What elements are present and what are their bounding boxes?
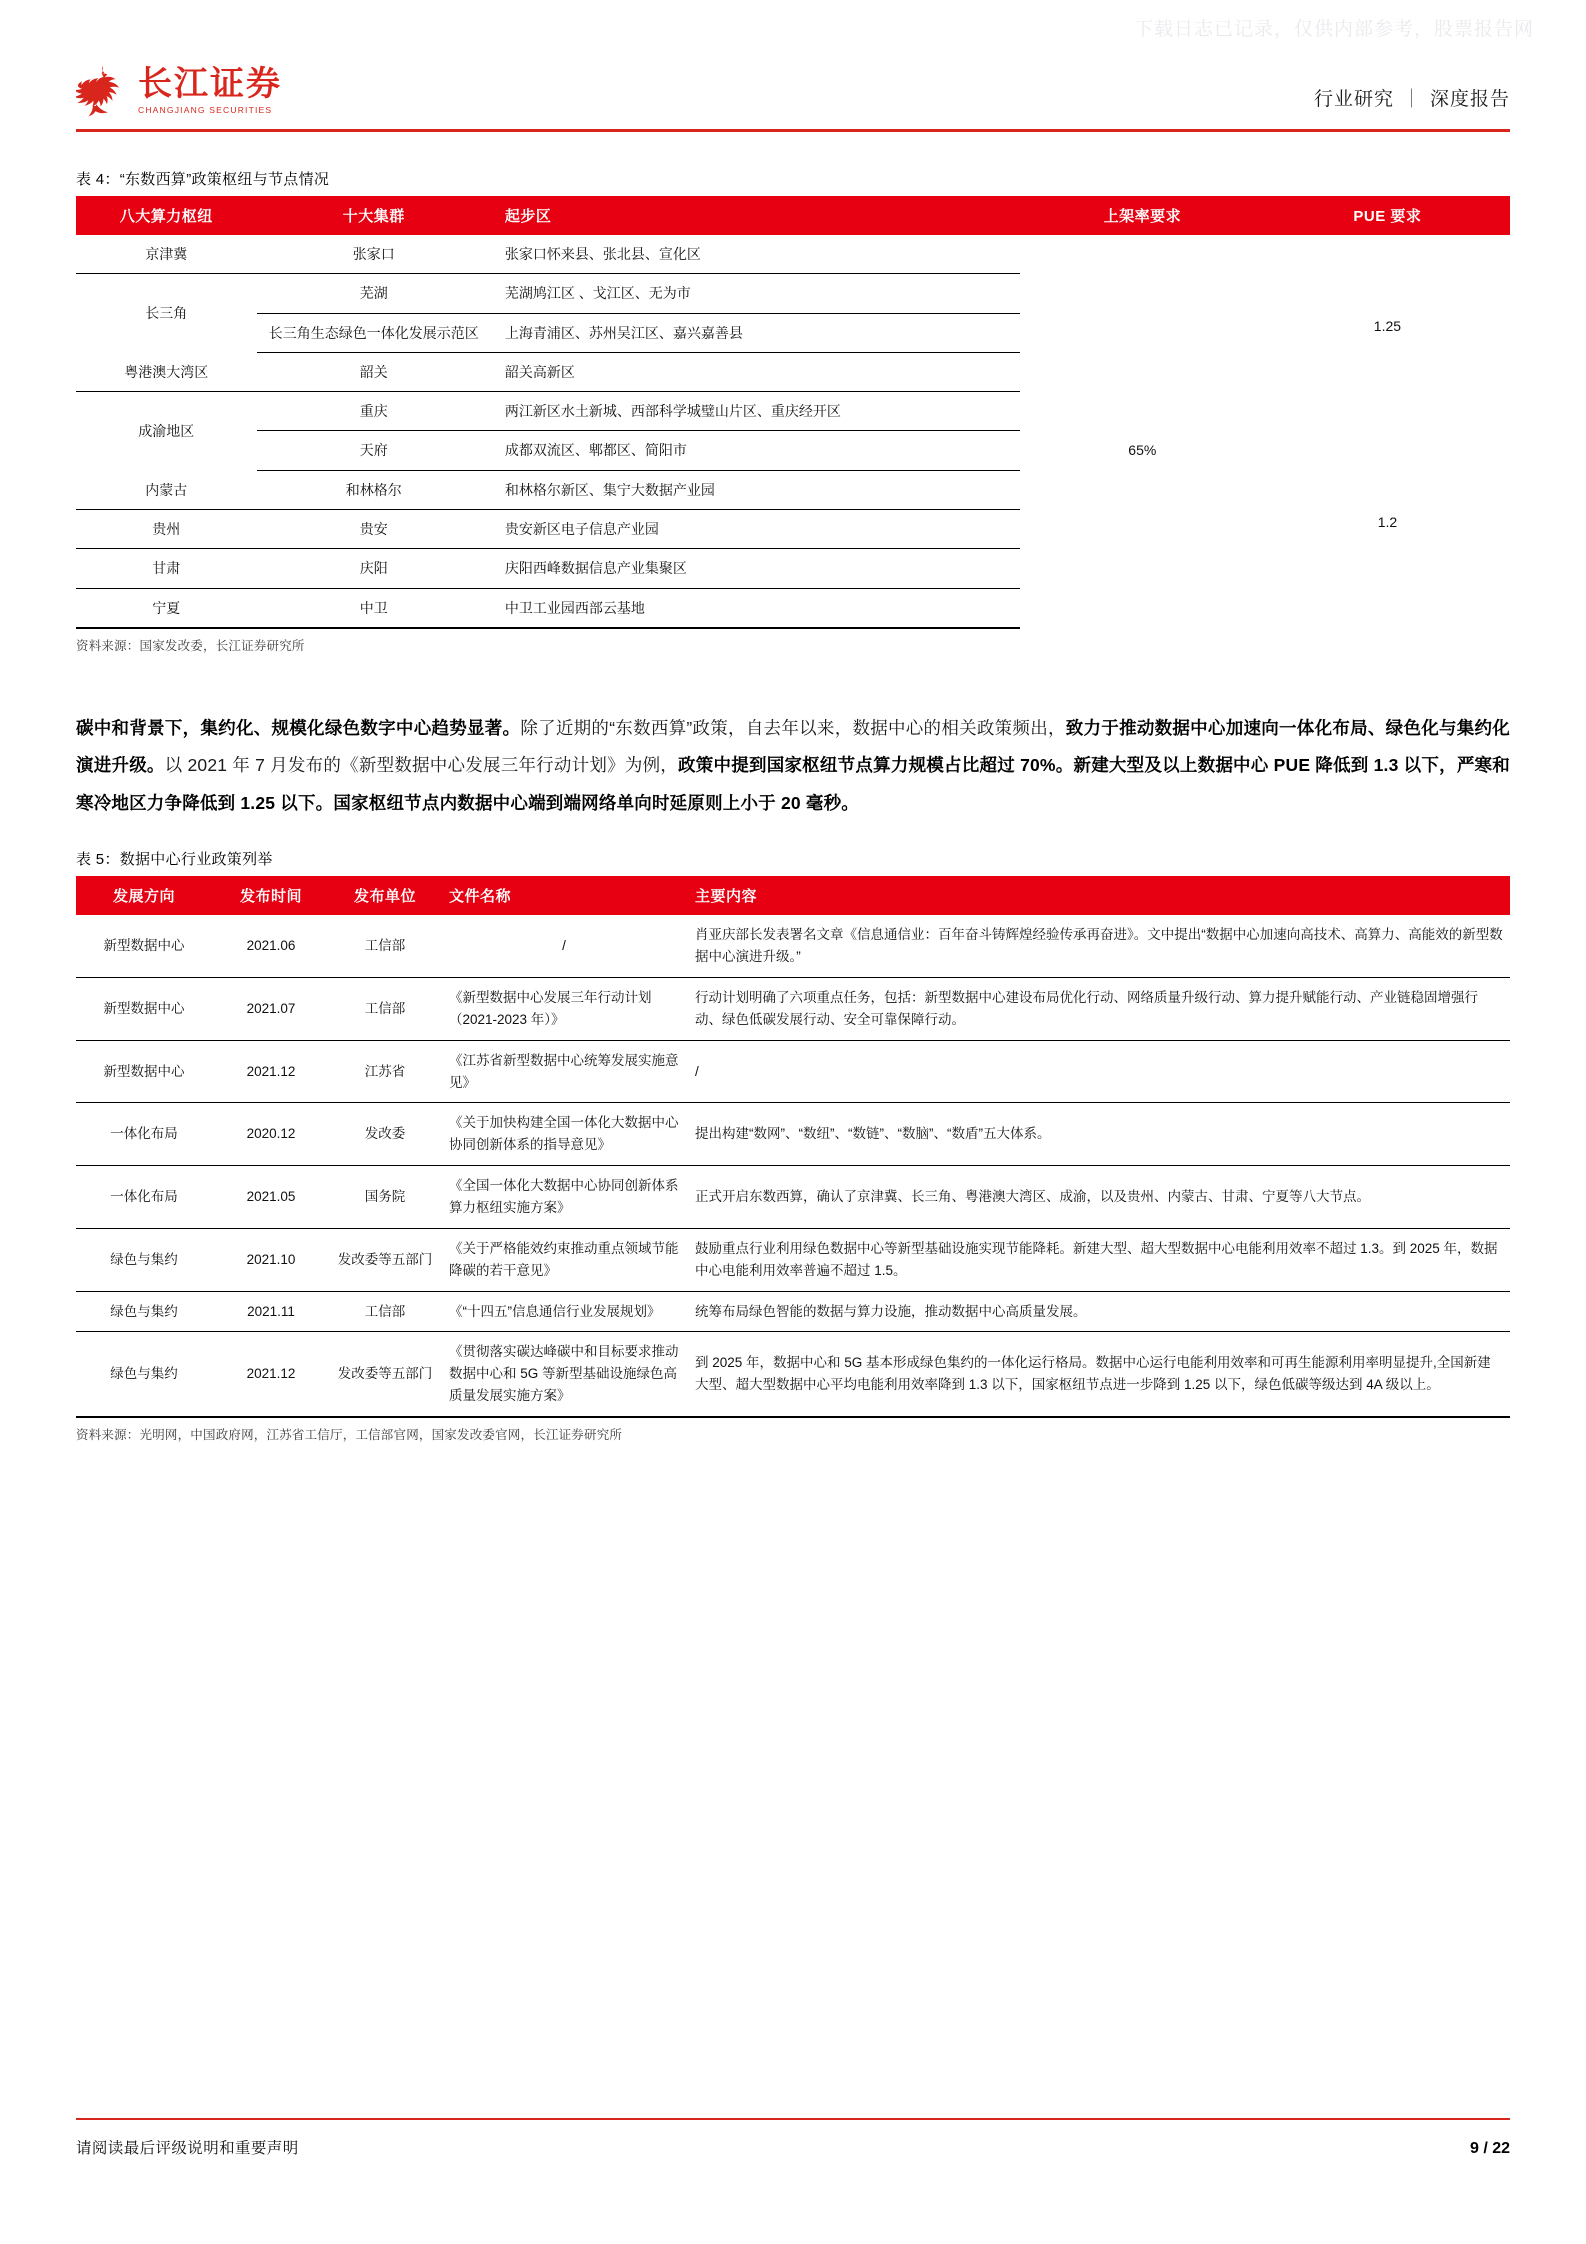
table4-body: [76, 235, 1510, 628]
header-divider: [76, 129, 1510, 132]
table5-cell-content: 到 2025 年，数据中心和 5G 基本形成绿色集约的一体化运行格局。数据中心运行电能利用效率和可再生能源利用率明显提升,全国新建大型、超大型数据中心平均电能利用效率降到 1.3 以下，国家枢纽节点进一步降到 1.25 以下，绿色低碳等级达到 4A 级以上。: [686, 1332, 1510, 1417]
footer-row: [76, 2136, 1510, 2158]
table4-cell-cluster: 天府: [257, 431, 491, 470]
table5-cell-time: 2021.12: [212, 1332, 330, 1417]
table4-cell-rate: 65%: [1128, 442, 1157, 459]
table5-cell-time: 2021.10: [212, 1228, 330, 1291]
paragraph-segment-5: 政策中提到国家枢纽节点算力规模占比超过 70%。新建大型及以上数据中心 PUE 降低到 1.3 以下，严寒和寒冷地区力争降低到 1.25 以下。国家枢纽节点内数据中心端到端网络单向时延原则上小于 20 毫秒。: [76, 755, 1510, 813]
table4-cell-zone: 和林格尔新区、集宁大数据产业园: [491, 470, 1020, 509]
table5-cell-unit: 工信部: [330, 978, 440, 1041]
table-industry-policies: [76, 876, 1510, 1418]
table5-cell-content: 提出构建“数网”、“数纽”、“数链”、“数脑”、“数盾”五大体系。: [686, 1103, 1510, 1166]
table5-cell-content: 行动计划明确了六项重点任务，包括：新型数据中心建设布局优化行动、网络质量升级行动、算力提升赋能行动、产业链稳固增强行动、绿色低碳发展行动、安全可靠保障行动。: [686, 978, 1510, 1041]
table5-cell-unit: 工信部: [330, 1291, 440, 1332]
table-row: [76, 1332, 1510, 1417]
table4-cell-cluster: 芜湖: [257, 274, 491, 313]
table4-cell-zone: 上海青浦区、苏州吴江区、嘉兴嘉善县: [491, 313, 1020, 352]
table5-cell-document: /: [440, 915, 686, 977]
table-row: [76, 510, 1510, 549]
header-report-type: 深度报告: [1429, 89, 1510, 110]
table5-cell-direction: 绿色与集约: [76, 1332, 212, 1417]
logo-text: [138, 63, 282, 116]
table-row: [76, 1103, 1510, 1166]
table5-cell-content: 肖亚庆部长发表署名文章《信息通信业：百年奋斗铸辉煌经验传承再奋进》。文中提出“数据中心加速向高技术、高算力、高能效的新型数据中心演进升级。”: [686, 915, 1510, 977]
table5-cell-direction: 新型数据中心: [76, 1040, 212, 1103]
page-footer: [76, 2118, 1510, 2158]
table5-cell-document: 《新型数据中心发展三年行动计划（2021-2023 年）》: [440, 978, 686, 1041]
table4-cell-zone: 贵安新区电子信息产业园: [491, 510, 1020, 549]
table5-cell-content: /: [686, 1040, 1510, 1103]
table5-cell-direction: 新型数据中心: [76, 978, 212, 1041]
paragraph-segment-1: 碳中和背景下，集约化、规模化绿色数字中心趋势显著。: [76, 717, 521, 738]
table4-cell-pue-top: 1.25: [1373, 318, 1402, 335]
table4-caption: 表 4：“东数西算”政策枢纽与节点情况: [76, 171, 330, 188]
table-row: [76, 1291, 1510, 1332]
table4-cell-hub: 内蒙古: [76, 470, 257, 509]
table5-cell-document: 《全国一体化大数据中心协同创新体系算力枢纽实施方案》: [440, 1166, 686, 1229]
table5-cell-time: 2020.12: [212, 1103, 330, 1166]
table4-cell-hub: 粤港澳大湾区: [76, 352, 257, 391]
table4-cell-cluster: 和林格尔: [257, 470, 491, 509]
footer-disclaimer: 请阅读最后评级说明和重要声明: [76, 2140, 299, 2157]
table4-cell-hub: 宁夏: [76, 588, 257, 628]
table5-header-row: [76, 876, 1510, 915]
table5-cell-time: 2021.07: [212, 978, 330, 1041]
table4-cell-zone: 成都双流区、郫都区、简阳市: [491, 431, 1020, 470]
table5-cell-direction: 一体化布局: [76, 1166, 212, 1229]
table5-cell-direction: 绿色与集约: [76, 1228, 212, 1291]
table4-cell-cluster: 庆阳: [257, 549, 491, 588]
table5-body: [76, 915, 1510, 1417]
table4-cell-rate-blank-bottom: [1020, 510, 1265, 628]
table5-cell-content: 统筹布局绿色智能的数据与算力设施，推动数据中心高质量发展。: [686, 1291, 1510, 1332]
document-body: [76, 168, 1510, 1443]
dragon-logo-icon: [76, 64, 128, 118]
table-policy-hubs: [76, 196, 1510, 629]
table4-cell-zone: 两江新区水土新城、西部科学城璧山片区、重庆经开区: [491, 392, 1020, 431]
table5-cell-time: 2021.06: [212, 915, 330, 977]
table4-cell-cluster: 韶关: [257, 352, 491, 391]
table4-cell-hub: 成渝地区: [138, 423, 195, 440]
footer-page-number: 9 / 22: [1469, 2140, 1510, 2157]
table4-cell-cluster: 张家口: [257, 235, 491, 274]
table5-cell-content: 鼓励重点行业利用绿色数据中心等新型基础设施实现节能降耗。新建大型、超大型数据中心电能利用效率不超过 1.3。到 2025 年，数据中心电能利用效率普遍不超过 1.5。: [686, 1228, 1510, 1291]
changjiang-securities-logo: [76, 64, 282, 118]
table5-cell-time: 2021.12: [212, 1040, 330, 1103]
table4-cell-hub: 长三角: [145, 305, 188, 322]
table-row: [76, 978, 1510, 1041]
table4-cell-cluster: 长三角生态绿色一体化发展示范区: [257, 313, 491, 352]
table5-col-document: 文件名称: [440, 876, 686, 915]
table5-cell-unit: 江苏省: [330, 1040, 440, 1103]
table4-cell-zone: 中卫工业园西部云基地: [491, 588, 1020, 628]
table4-col-rate: 上架率要求: [1020, 196, 1265, 235]
table4-cell-zone: 韶关高新区: [491, 352, 1020, 391]
logo-english-name: CHANGJIANG SECURITIES: [138, 105, 273, 116]
header-report-label: [1314, 84, 1510, 111]
table-row: [76, 915, 1510, 977]
table4-col-zone: 起步区: [491, 196, 1020, 235]
table5-cell-document: 《关于加快构建全国一体化大数据中心协同创新体系的指导意见》: [440, 1103, 686, 1166]
table5-col-time: 发布时间: [212, 876, 330, 915]
table-row: [76, 1166, 1510, 1229]
table-row: [76, 1228, 1510, 1291]
header-category: 行业研究: [1313, 89, 1394, 110]
header-separator: ｜: [1401, 89, 1422, 110]
table4-cell-zone: 芜湖鸠江区 、戈江区、无为市: [491, 274, 1020, 313]
table4-cell-zone: 张家口怀来县、张北县、宣化区: [491, 235, 1020, 274]
table4-col-hub: 八大算力枢纽: [76, 196, 257, 235]
paragraph-segment-4: 以 2021 年 7 月发布的《新型数据中心发展三年行动计划》为例，: [164, 755, 679, 776]
page-header: [76, 60, 1510, 136]
logo-chinese-name: 长江证券: [138, 63, 282, 104]
table4-cell-cluster: 贵安: [257, 510, 491, 549]
table4-cell-cluster: 重庆: [257, 392, 491, 431]
table4-cell-zone: 庆阳西峰数据信息产业集聚区: [491, 549, 1020, 588]
table5-cell-unit: 发改委: [330, 1103, 440, 1166]
table5-col-unit: 发布单位: [330, 876, 440, 915]
download-watermark: 下载日志已记录，仅供内部参考，股票报告网: [1133, 19, 1534, 40]
table4-cell-pue-spacer: [1265, 352, 1510, 470]
table5-col-direction: 发展方向: [76, 876, 212, 915]
table5-head: [76, 876, 1510, 915]
table4-cell-hub: 贵州: [76, 510, 257, 549]
table5-cell-unit: 发改委等五部门: [330, 1228, 440, 1291]
table5-cell-content: 正式开启东数西算，确认了京津冀、长三角、粤港澳大湾区、成渝，以及贵州、内蒙古、甘肃、宁夏等八大节点。: [686, 1166, 1510, 1229]
paragraph-segment-2: 除了近期的“东数西算”政策，自去年以来，数据中心的相关政策频出，: [520, 717, 1066, 738]
table4-cell-hub: 甘肃: [76, 549, 257, 588]
table5-cell-unit: 国务院: [330, 1166, 440, 1229]
table5-cell-unit: 工信部: [330, 915, 440, 977]
footer-divider: [76, 2118, 1510, 2120]
table-row: [76, 1040, 1510, 1103]
table5-cell-document: 《关于严格能效约束推动重点领域节能降碳的若干意见》: [440, 1228, 686, 1291]
body-paragraph: [76, 710, 1510, 822]
table-row: [76, 470, 1510, 509]
table5-cell-unit: 发改委等五部门: [330, 1332, 440, 1417]
table5-cell-document: 《江苏省新型数据中心统筹发展实施意见》: [440, 1040, 686, 1103]
table4-cell-hub: 京津冀: [76, 235, 257, 274]
table4-cell-rate-blank-top: [1020, 235, 1265, 392]
table4-cell-cluster: 中卫: [257, 588, 491, 628]
table5-cell-document: 《“十四五”信息通信行业发展规划》: [440, 1291, 686, 1332]
table5-cell-time: 2021.11: [212, 1291, 330, 1332]
table4-header-row: [76, 196, 1510, 235]
table4-col-cluster: 十大集群: [257, 196, 491, 235]
table5-cell-direction: 绿色与集约: [76, 1291, 212, 1332]
table5-cell-document: 《贯彻落实碳达峰碳中和目标要求推动数据中心和 5G 等新型基础设施绿色高质量发展实施方案》: [440, 1332, 686, 1417]
table4-col-pue: PUE 要求: [1265, 196, 1510, 235]
table4-head: [76, 196, 1510, 235]
table-row: [76, 352, 1510, 391]
table5-source: 资料来源：光明网，中国政府网，江苏省工信厅，工信部官网，国家发改委官网，长江证券研究所: [76, 1428, 623, 1443]
table5-cell-time: 2021.05: [212, 1166, 330, 1229]
table5-cell-direction: 新型数据中心: [76, 915, 212, 977]
paragraph-segment-3: 致力于推动数据中心加速向一体化布局、绿色化与集约化演进升级。: [76, 717, 1511, 776]
table5-caption: 表 5：数据中心行业政策列举: [76, 851, 273, 869]
table4-cell-pue-bottom: 1.2: [1377, 513, 1398, 530]
table5-col-content: 主要内容: [686, 876, 1510, 915]
table4-source: 资料来源：国家发改委，长江证券研究所: [76, 638, 305, 653]
table5-cell-direction: 一体化布局: [76, 1103, 212, 1166]
table-row: [76, 235, 1510, 274]
